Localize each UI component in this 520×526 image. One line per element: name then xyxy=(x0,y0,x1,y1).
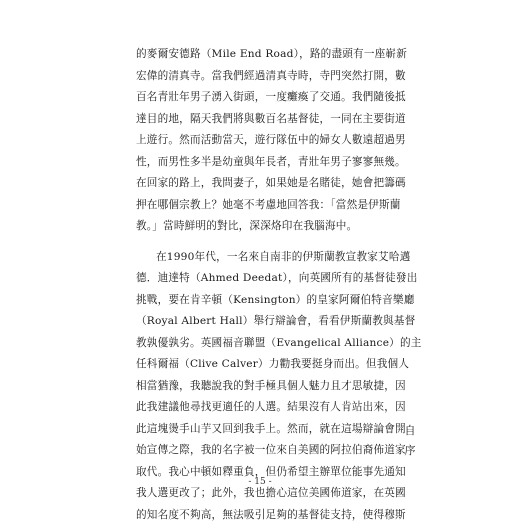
text-line: 取代。我心中頓如釋重負，但仍希望主辦單位能事先通知 xyxy=(136,462,388,484)
text-line: 此這塊燙手山芋又回到我手上。然而，就在這場辯論會開 xyxy=(136,419,388,441)
text-line: 教孰優孰劣。英國福音聯盟（Evangelical Alliance）的主 xyxy=(136,333,388,355)
text-line: 押在哪個宗教上？她毫不考慮地回答我：「當然是伊斯蘭 xyxy=(136,195,388,217)
text-line: 達目的地，隔天我們將與數百名基督徒，一同在主要街道 xyxy=(136,109,388,131)
side-label-char: 序 xyxy=(403,441,417,461)
text-line: 我人選更改了；此外，我也擔心這位美國佈道家，在英國 xyxy=(136,483,388,505)
text-line: 相當猶豫，我聽說我的對手極具個人魅力且才思敏捷，因 xyxy=(136,376,388,398)
text-line: （Royal Albert Hall）舉行辯論會，看看伊斯蘭教與基督 xyxy=(136,311,388,333)
text-line: 此我建議他尋找更適任的人選。結果沒有人肯站出來，因 xyxy=(136,397,388,419)
body-text xyxy=(136,44,388,526)
text-line: 任科爾福（Clive Calver）力勸我要挺身而出。但我個人 xyxy=(136,354,388,376)
text-line: 上遊行。然而活動當天，遊行隊伍中的婦女人數遠超過男 xyxy=(136,130,388,152)
text-line: 性，而男性多半是幼童與年長者，青壯年男子寥寥無幾。 xyxy=(136,152,388,174)
text-line: 的麥爾安德路（Mile End Road），路的盡頭有一座嶄新 xyxy=(136,44,388,66)
text-line: 德．迪達特（Ahmed Deedat），向英國所有的基督徒發出 xyxy=(136,268,388,290)
side-label-char: 自 xyxy=(403,421,417,441)
page-number: - 15 - xyxy=(0,477,520,487)
text-line: 教。」當時鮮明的對比，深深烙印在我腦海中。 xyxy=(136,216,388,238)
text-line: 在回家的路上，我問妻子，如果她是名賭徒，她會把籌碼 xyxy=(136,173,388,195)
text-line: 百名青壯年男子湧入街頭，一度癱瘓了交通。我們隨後抵 xyxy=(136,87,388,109)
text-line: 的知名度不夠高，無法吸引足夠的基督徒支持，使得穆斯 xyxy=(136,505,388,526)
text-line: 始宣傳之際，我的名字被一位來自美國的阿拉伯裔佈道家 xyxy=(136,440,388,462)
text-line: 宏偉的清真寺。當我們經過清真寺時，寺門突然打開，數 xyxy=(136,66,388,88)
section-side-label xyxy=(403,421,417,461)
text-line: 挑戰，要在肯辛頓（Kensington）的皇家阿爾伯特音樂廳 xyxy=(136,290,388,312)
paragraph-first-line: 在1990年代，一名來自南非的伊斯蘭教宣教家艾哈邁 xyxy=(136,247,388,269)
